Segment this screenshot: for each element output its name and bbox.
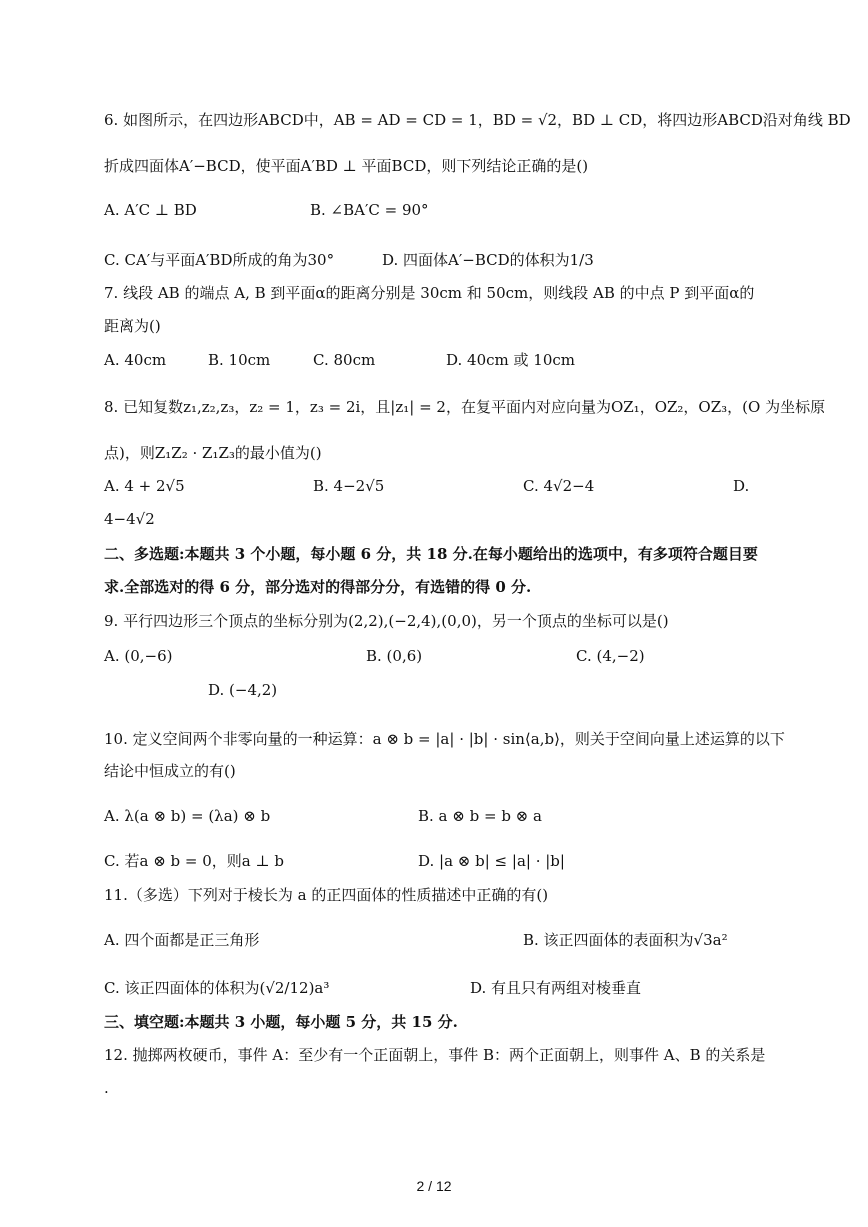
q10-option-b: B. a ⊗ b = b ⊗ a: [418, 807, 542, 825]
q8-option-d-value: 4−4√2: [104, 510, 155, 528]
q11-stem: 11.（多选）下列对于棱长为 a 的正四面体的性质描述中正确的有(): [104, 886, 549, 904]
q10-option-c: C. 若a ⊗ b = 0，则a ⊥ b: [104, 852, 284, 870]
q6-stem-line1: 6. 如图所示，在四边形ABCD中，AB = AD = CD = 1，BD = √2，BD ⊥ CD，将四边形ABCD沿对角线 BD: [104, 111, 851, 129]
q10-option-d: D. |a ⊗ b| ≤ |a| · |b|: [418, 852, 565, 870]
section2-heading-line2: 求.全部选对的得 6 分，部分选对的得部分分，有选错的得 0 分.: [104, 578, 532, 596]
q6-option-a: A. A′C ⊥ BD: [104, 201, 197, 219]
q7-stem-line2: 距离为(): [104, 317, 161, 335]
q9-option-d: D. (−4,2): [208, 681, 278, 699]
q7-option-d: D. 40cm 或 10cm: [446, 351, 575, 369]
q8-stem-line2: 点)，则Z₁Z₂ · Z₁Z₃的最小值为(): [104, 444, 322, 462]
page-number: 2 / 12: [416, 1178, 452, 1194]
section2-heading-line1: 二、多选题:本题共 3 个小题，每小题 6 分，共 18 分.在每小题给出的选项中，有多项符合题目要: [104, 545, 758, 563]
q11-option-d: D. 有且只有两组对棱垂直: [470, 979, 642, 997]
q6-option-d: D. 四面体A′−BCD的体积为1/3: [382, 251, 594, 269]
q7-option-b: B. 10cm: [208, 351, 271, 369]
q11-option-a: A. 四个面都是正三角形: [104, 931, 260, 949]
q9-option-a: A. (0,−6): [104, 647, 173, 665]
q6-stem-line2: 折成四面体A′−BCD，使平面A′BD ⊥ 平面BCD，则下列结论正确的是(): [104, 157, 589, 175]
q8-option-b: B. 4−2√5: [313, 477, 385, 495]
q8-stem-line1: 8. 已知复数z₁,z₂,z₃，z₂ = 1，z₃ = 2i，且|z₁| = 2，在复平面内对应向量为OZ₁，OZ₂，OZ₃，(O 为坐标原: [104, 398, 826, 416]
q7-option-c: C. 80cm: [313, 351, 376, 369]
q9-option-b: B. (0,6): [366, 647, 423, 665]
q12-stem-line1: 12. 抛掷两枚硬币，事件 A：至少有一个正面朝上，事件 B：两个正面朝上，则事件 A、B 的关系是: [104, 1046, 766, 1064]
q10-stem-line1: 10. 定义空间两个非零向量的一种运算：a ⊗ b = |a| · |b| · sin⟨a,b⟩，则关于空间向量上述运算的以下: [104, 730, 785, 748]
q8-option-a: A. 4 + 2√5: [104, 477, 185, 495]
q7-stem-line1: 7. 线段 AB 的端点 A, B 到平面α的距离分别是 30cm 和 50cm，则线段 AB 的中点 P 到平面α的: [104, 284, 755, 302]
q10-stem-line2: 结论中恒成立的有(): [104, 762, 236, 780]
section3-heading: 三、填空题:本题共 3 小题，每小题 5 分，共 15 分.: [104, 1013, 458, 1031]
q8-option-c: C. 4√2−4: [523, 477, 595, 495]
q9-option-c: C. (4,−2): [576, 647, 645, 665]
q9-stem: 9. 平行四边形三个顶点的坐标分别为(2,2),(−2,4),(0,0)，另一个顶点的坐标可以是(): [104, 612, 669, 630]
q11-option-b: B. 该正四面体的表面积为√3a²: [523, 931, 728, 949]
q8-option-d: D.: [733, 477, 750, 495]
q7-option-a: A. 40cm: [104, 351, 167, 369]
q10-option-a: A. λ(a ⊗ b) = (λa) ⊗ b: [104, 807, 271, 825]
q11-option-c: C. 该正四面体的体积为(√2/12)a³: [104, 979, 330, 997]
q6-option-b: B. ∠BA′C = 90°: [310, 201, 429, 219]
q12-stem-line2: .: [104, 1079, 109, 1097]
q6-option-c: C. CA′与平面A′BD所成的角为30°: [104, 251, 335, 269]
